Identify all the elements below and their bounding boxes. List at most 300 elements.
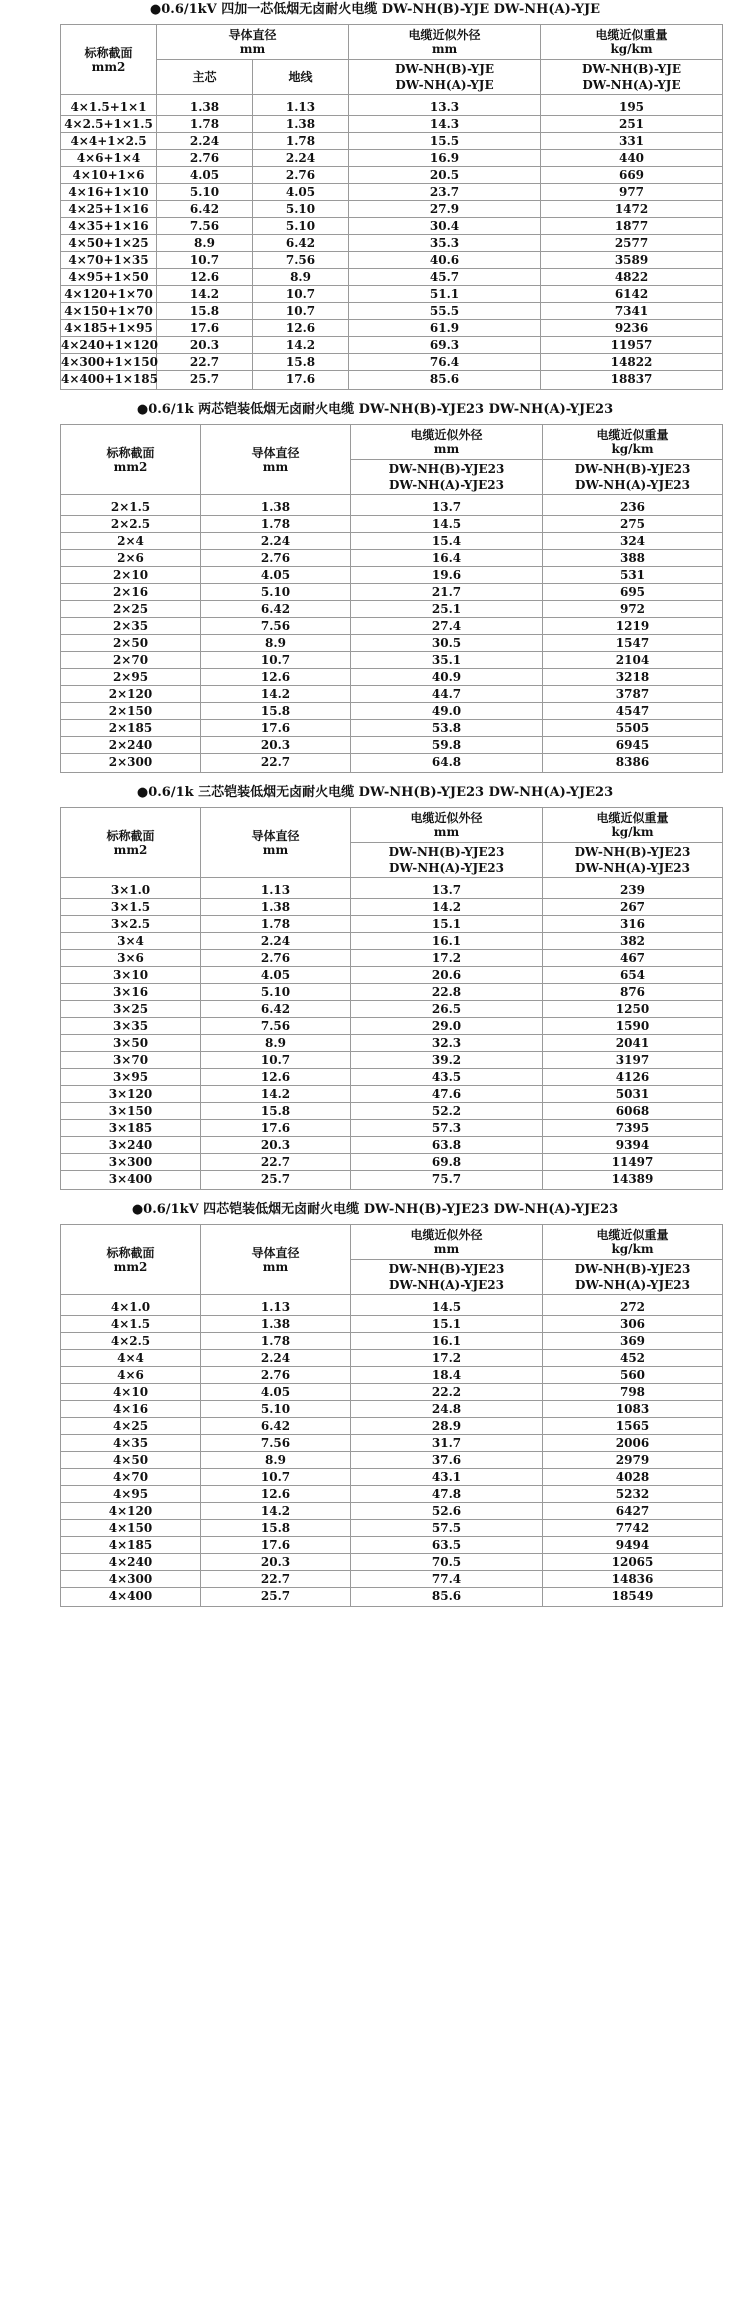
header-model-weight — [543, 460, 723, 495]
table-cell: 2104 — [543, 652, 723, 669]
table-cell: 25.7 — [201, 1588, 351, 1607]
table-row — [61, 584, 723, 601]
table-cell: 695 — [543, 584, 723, 601]
table-cell: 17.6 — [201, 720, 351, 737]
header-label: 导体直径 — [251, 828, 300, 843]
table-cell: 4×150+1×70 — [61, 303, 157, 320]
table-cell: 560 — [543, 1367, 723, 1384]
header-row — [61, 25, 723, 60]
table-cell: 4126 — [543, 1069, 723, 1086]
table-cell: 2.76 — [201, 950, 351, 967]
header-label: 标称截面 — [106, 828, 155, 843]
table-cell: 5.10 — [157, 184, 253, 201]
header-conductor-diameter — [201, 808, 351, 878]
table-row — [61, 95, 723, 116]
table-cell: 440 — [541, 150, 723, 167]
table-row — [61, 720, 723, 737]
table-cell: 8386 — [543, 754, 723, 773]
table-cell: 4×16 — [61, 1401, 201, 1418]
table-cell: 20.5 — [349, 167, 541, 184]
section-title: ●0.6/1kV 四加一芯低烟无卤耐火电缆 DW-NH(B)-YJE DW-NH(A)-YJE — [149, 2, 601, 17]
table-cell: 15.8 — [201, 1520, 351, 1537]
table-cell: 7.56 — [201, 1018, 351, 1035]
header-cross-section — [61, 425, 201, 495]
table-cell: 5.10 — [201, 984, 351, 1001]
table-cell: 11957 — [541, 337, 723, 354]
table-cell: 236 — [543, 495, 723, 516]
section-title: ●0.6/1k 三芯铠装低烟无卤耐火电缆 DW-NH(B)-YJE23 DW-NH(A)-YJE23 — [136, 785, 614, 800]
table-cell: 69.3 — [349, 337, 541, 354]
table-row — [61, 916, 723, 933]
table-cell: 3×4 — [61, 933, 201, 950]
table-cell: 28.9 — [351, 1418, 543, 1435]
table-row — [61, 1333, 723, 1350]
header-row — [61, 1225, 723, 1260]
model-label: DW-NH(B)-YJE23 — [388, 1262, 505, 1276]
table-cell: 35.3 — [349, 235, 541, 252]
table-cell: 3787 — [543, 686, 723, 703]
table-row — [61, 133, 723, 150]
model-label: DW-NH(B)-YJE23 — [574, 1262, 691, 1276]
table-row — [61, 899, 723, 916]
table-cell: 3×240 — [61, 1137, 201, 1154]
table-cell: 20.3 — [201, 1137, 351, 1154]
table-cell: 4×300 — [61, 1571, 201, 1588]
table-row — [61, 754, 723, 773]
model-label: DW-NH(B)-YJE23 — [388, 845, 505, 859]
table-cell: 6068 — [543, 1103, 723, 1120]
table-cell: 2979 — [543, 1452, 723, 1469]
table-cell: 17.6 — [157, 320, 253, 337]
table-cell: 64.8 — [351, 754, 543, 773]
table-row — [61, 371, 723, 390]
table-cell: 18549 — [543, 1588, 723, 1607]
table-cell: 10.7 — [201, 652, 351, 669]
table-row — [61, 354, 723, 371]
table-cell: 275 — [543, 516, 723, 533]
table-cell: 3×400 — [61, 1171, 201, 1190]
table-cell: 2.24 — [157, 133, 253, 150]
table-cell: 6.42 — [201, 1418, 351, 1435]
table-cell: 20.3 — [201, 737, 351, 754]
table-cell: 1.13 — [201, 878, 351, 899]
header-outer-diameter — [351, 1225, 543, 1260]
table-cell: 2.76 — [201, 1367, 351, 1384]
table-cell: 4×1.0 — [61, 1295, 201, 1316]
table-cell: 17.6 — [253, 371, 349, 390]
table-row — [61, 1120, 723, 1137]
table-cell: 6.42 — [253, 235, 349, 252]
header-unit: mm — [433, 442, 460, 456]
table-cell: 22.7 — [157, 354, 253, 371]
table-cell: 32.3 — [351, 1035, 543, 1052]
table-cell: 22.7 — [201, 754, 351, 773]
table-cell: 4.05 — [201, 1384, 351, 1401]
table-cell: 1472 — [541, 201, 723, 218]
spec-section — [0, 783, 750, 1190]
table-cell: 52.6 — [351, 1503, 543, 1520]
header-unit: mm — [433, 825, 460, 839]
table-cell: 5031 — [543, 1086, 723, 1103]
table-row — [61, 550, 723, 567]
table-row — [61, 1435, 723, 1452]
table-cell: 15.1 — [351, 1316, 543, 1333]
table-cell: 6142 — [541, 286, 723, 303]
header-cross-section — [61, 1225, 201, 1295]
table-row — [61, 184, 723, 201]
header-cross-section — [61, 808, 201, 878]
table-cell: 331 — [541, 133, 723, 150]
table-cell: 14.5 — [351, 516, 543, 533]
table-cell: 14.2 — [201, 1503, 351, 1520]
table-row — [61, 235, 723, 252]
table-cell: 8.9 — [201, 635, 351, 652]
table-cell: 85.6 — [351, 1588, 543, 1607]
table-row — [61, 167, 723, 184]
table-cell: 12065 — [543, 1554, 723, 1571]
header-row — [61, 808, 723, 843]
table-row — [61, 1001, 723, 1018]
table-cell: 1.38 — [253, 116, 349, 133]
table-cell: 4×240 — [61, 1554, 201, 1571]
section-title: ●0.6/1k 两芯铠装低烟无卤耐火电缆 DW-NH(B)-YJE23 DW-NH(A)-YJE23 — [136, 402, 614, 417]
table-row — [61, 1418, 723, 1435]
table-cell: 3×35 — [61, 1018, 201, 1035]
table-cell: 6945 — [543, 737, 723, 754]
spec-section — [0, 0, 750, 390]
table-cell: 2.24 — [253, 150, 349, 167]
model-label: DW-NH(A)-YJE23 — [575, 861, 690, 875]
table-cell: 18837 — [541, 371, 723, 390]
header-unit: mm2 — [113, 1259, 148, 1274]
table-cell: 55.5 — [349, 303, 541, 320]
table-cell: 15.8 — [157, 303, 253, 320]
model-label: DW-NH(A)-YJE23 — [389, 861, 504, 875]
table-row — [61, 1469, 723, 1486]
table-cell: 61.9 — [349, 320, 541, 337]
table-cell: 1.38 — [201, 899, 351, 916]
model-label: DW-NH(B)-YJE23 — [388, 462, 505, 476]
table-cell: 1.78 — [201, 1333, 351, 1350]
table-cell: 972 — [543, 601, 723, 618]
spec-table — [60, 24, 723, 390]
table-row — [61, 1086, 723, 1103]
table-row — [61, 669, 723, 686]
table-cell: 16.9 — [349, 150, 541, 167]
table-cell: 452 — [543, 1350, 723, 1367]
table-cell: 4×95 — [61, 1486, 201, 1503]
table-cell: 4.05 — [201, 567, 351, 584]
header-label: 电缆近似外径 — [410, 428, 483, 442]
table-cell: 12.6 — [201, 1486, 351, 1503]
table-cell: 10.7 — [253, 303, 349, 320]
table-cell: 3×120 — [61, 1086, 201, 1103]
table-cell: 4×6 — [61, 1367, 201, 1384]
table-cell: 2×10 — [61, 567, 201, 584]
table-cell: 251 — [541, 116, 723, 133]
table-row — [61, 1537, 723, 1554]
spec-table — [60, 424, 723, 773]
table-row — [61, 320, 723, 337]
header-label: 电缆近似重量 — [595, 28, 668, 42]
table-cell: 316 — [543, 916, 723, 933]
table-row — [61, 1384, 723, 1401]
table-cell: 3197 — [543, 1052, 723, 1069]
header-model-outer — [351, 1260, 543, 1295]
table-row — [61, 150, 723, 167]
table-cell: 4.05 — [201, 967, 351, 984]
model-label: DW-NH(B)-YJE — [394, 62, 495, 76]
header-weight — [541, 25, 723, 60]
table-cell: 7.56 — [253, 252, 349, 269]
header-label: 导体直径 — [251, 1245, 300, 1260]
table-row — [61, 878, 723, 899]
header-unit: mm2 — [91, 59, 126, 74]
table-cell: 47.8 — [351, 1486, 543, 1503]
header-unit: kg/km — [610, 42, 653, 56]
table-row — [61, 1503, 723, 1520]
table-cell: 9494 — [543, 1537, 723, 1554]
header-conductor-diameter — [157, 25, 349, 60]
table-cell: 31.7 — [351, 1435, 543, 1452]
table-cell: 20.3 — [201, 1554, 351, 1571]
table-cell: 798 — [543, 1384, 723, 1401]
table-cell: 3×150 — [61, 1103, 201, 1120]
table-cell: 11497 — [543, 1154, 723, 1171]
table-row — [61, 933, 723, 950]
table-row — [61, 1103, 723, 1120]
table-cell: 15.8 — [253, 354, 349, 371]
header-weight — [543, 808, 723, 843]
header-unit: mm2 — [113, 842, 148, 857]
table-cell: 4×50+1×25 — [61, 235, 157, 252]
table-cell: 17.2 — [351, 950, 543, 967]
table-cell: 4×50 — [61, 1452, 201, 1469]
table-cell: 22.7 — [201, 1154, 351, 1171]
table-cell: 30.5 — [351, 635, 543, 652]
header-unit: mm — [433, 1242, 460, 1256]
table-cell: 57.3 — [351, 1120, 543, 1137]
table-cell: 14389 — [543, 1171, 723, 1190]
table-cell: 29.0 — [351, 1018, 543, 1035]
table-cell: 1.78 — [253, 133, 349, 150]
table-cell: 4.05 — [157, 167, 253, 184]
table-cell: 39.2 — [351, 1052, 543, 1069]
table-cell: 12.6 — [253, 320, 349, 337]
table-cell: 14.5 — [351, 1295, 543, 1316]
table-cell: 8.9 — [157, 235, 253, 252]
table-cell: 876 — [543, 984, 723, 1001]
model-label: DW-NH(A)-YJE — [395, 78, 494, 92]
table-cell: 17.6 — [201, 1120, 351, 1137]
table-cell: 1219 — [543, 618, 723, 635]
table-row — [61, 252, 723, 269]
table-row — [61, 516, 723, 533]
table-cell: 2.24 — [201, 1350, 351, 1367]
model-label: DW-NH(B)-YJE23 — [574, 462, 691, 476]
table-cell: 25.1 — [351, 601, 543, 618]
table-cell: 35.1 — [351, 652, 543, 669]
table-cell: 3×185 — [61, 1120, 201, 1137]
table-cell: 1565 — [543, 1418, 723, 1435]
table-row — [61, 1137, 723, 1154]
table-cell: 4×95+1×50 — [61, 269, 157, 286]
table-cell: 52.2 — [351, 1103, 543, 1120]
table-row — [61, 984, 723, 1001]
table-cell: 3×1.0 — [61, 878, 201, 899]
table-cell: 2×50 — [61, 635, 201, 652]
table-row — [61, 1452, 723, 1469]
table-cell: 4×400+1×185 — [61, 371, 157, 390]
spec-section — [0, 400, 750, 773]
table-cell: 4×1.5+1×1 — [61, 95, 157, 116]
table-cell: 2.24 — [201, 533, 351, 550]
table-cell: 267 — [543, 899, 723, 916]
table-cell: 4×25 — [61, 1418, 201, 1435]
table-cell: 26.5 — [351, 1001, 543, 1018]
table-cell: 5232 — [543, 1486, 723, 1503]
table-cell: 3×25 — [61, 1001, 201, 1018]
table-cell: 16.1 — [351, 1333, 543, 1350]
header-outer-diameter — [351, 425, 543, 460]
table-cell: 19.6 — [351, 567, 543, 584]
table-row — [61, 116, 723, 133]
spec-table — [60, 1224, 723, 1607]
table-cell: 2×240 — [61, 737, 201, 754]
table-row — [61, 1171, 723, 1190]
table-cell: 1.78 — [201, 516, 351, 533]
table-cell: 1590 — [543, 1018, 723, 1035]
table-cell: 22.8 — [351, 984, 543, 1001]
table-row — [61, 218, 723, 235]
table-cell: 4×2.5 — [61, 1333, 201, 1350]
table-cell: 8.9 — [201, 1035, 351, 1052]
table-cell: 4×240+1×120 — [61, 338, 158, 352]
table-row — [61, 652, 723, 669]
table-cell: 4×400 — [61, 1588, 201, 1607]
table-cell: 4×120 — [61, 1503, 201, 1520]
table-cell: 77.4 — [351, 1571, 543, 1588]
table-cell: 7395 — [543, 1120, 723, 1137]
table-cell: 2×35 — [61, 618, 201, 635]
table-cell: 6.42 — [201, 601, 351, 618]
header-row — [61, 60, 723, 95]
table-row — [61, 686, 723, 703]
header-label: 电缆近似外径 — [410, 811, 483, 825]
table-row — [61, 1588, 723, 1607]
table-row — [61, 950, 723, 967]
table-cell: 3×300 — [61, 1154, 201, 1171]
table-cell: 8.9 — [201, 1452, 351, 1469]
table-cell: 22.7 — [201, 1571, 351, 1588]
table-cell: 76.4 — [349, 354, 541, 371]
table-cell: 40.6 — [349, 252, 541, 269]
table-cell: 1.13 — [253, 95, 349, 116]
table-row — [61, 201, 723, 218]
table-cell: 6.42 — [201, 1001, 351, 1018]
table-cell: 4×185+1×95 — [61, 320, 157, 337]
header-unit: mm — [262, 842, 289, 857]
header-model-outer — [351, 843, 543, 878]
header-model-weight — [543, 843, 723, 878]
table-cell: 37.6 — [351, 1452, 543, 1469]
table-cell: 324 — [543, 533, 723, 550]
table-cell: 5.10 — [253, 201, 349, 218]
table-cell: 13.7 — [351, 878, 543, 899]
table-cell: 4×4+1×2.5 — [61, 133, 157, 150]
table-cell: 3×16 — [61, 984, 201, 1001]
header-unit: kg/km — [611, 442, 654, 456]
header-model-outer — [351, 460, 543, 495]
table-row — [61, 269, 723, 286]
table-row — [61, 567, 723, 584]
table-cell: 7.56 — [201, 618, 351, 635]
header-label: 电缆近似外径 — [410, 1228, 483, 1242]
header-weight — [543, 425, 723, 460]
spec-section — [0, 1200, 750, 1607]
table-row — [61, 1018, 723, 1035]
table-cell: 10.7 — [253, 286, 349, 303]
table-row — [61, 1069, 723, 1086]
table-cell: 2041 — [543, 1035, 723, 1052]
header-cross-section — [61, 25, 157, 95]
table-cell: 4547 — [543, 703, 723, 720]
table-cell: 239 — [543, 878, 723, 899]
table-cell: 45.7 — [349, 269, 541, 286]
table-cell: 2.76 — [201, 550, 351, 567]
table-row — [61, 635, 723, 652]
table-cell: 2×1.5 — [61, 495, 201, 516]
table-cell: 4×150 — [61, 1520, 201, 1537]
table-cell: 3×95 — [61, 1069, 201, 1086]
header-label: 电缆近似外径 — [408, 28, 481, 42]
header-unit: mm — [239, 42, 266, 56]
table-cell: 25.7 — [201, 1171, 351, 1190]
table-cell: 15.4 — [351, 533, 543, 550]
header-label: 电缆近似重量 — [596, 428, 669, 442]
table-cell: 4×120+1×70 — [61, 286, 157, 303]
table-cell: 2006 — [543, 1435, 723, 1452]
header-label: 导体直径 — [228, 28, 277, 42]
header-label: 标称截面 — [106, 445, 155, 460]
table-cell: 75.7 — [351, 1171, 543, 1190]
table-cell: 388 — [543, 550, 723, 567]
table-cell: 4×16+1×10 — [61, 184, 157, 201]
table-cell: 4×25+1×16 — [61, 201, 157, 218]
table-row — [61, 1295, 723, 1316]
header-unit: mm2 — [113, 459, 148, 474]
table-cell: 3×6 — [61, 950, 201, 967]
table-cell: 2×185 — [61, 720, 201, 737]
table-cell: 14822 — [541, 354, 723, 371]
table-cell: 43.5 — [351, 1069, 543, 1086]
table-cell: 27.4 — [351, 618, 543, 635]
table-cell: 14.2 — [351, 899, 543, 916]
header-unit: mm — [262, 459, 289, 474]
table-cell: 16.4 — [351, 550, 543, 567]
table-cell: 17.6 — [201, 1537, 351, 1554]
table-row — [61, 1401, 723, 1418]
table-cell: 15.8 — [201, 703, 351, 720]
model-label: DW-NH(A)-YJE23 — [575, 1278, 690, 1292]
table-cell: 306 — [543, 1316, 723, 1333]
table-cell: 27.9 — [349, 201, 541, 218]
header-row — [61, 425, 723, 460]
table-cell: 14.2 — [201, 686, 351, 703]
table-row — [61, 737, 723, 754]
header-conductor-diameter — [201, 425, 351, 495]
table-row — [61, 601, 723, 618]
